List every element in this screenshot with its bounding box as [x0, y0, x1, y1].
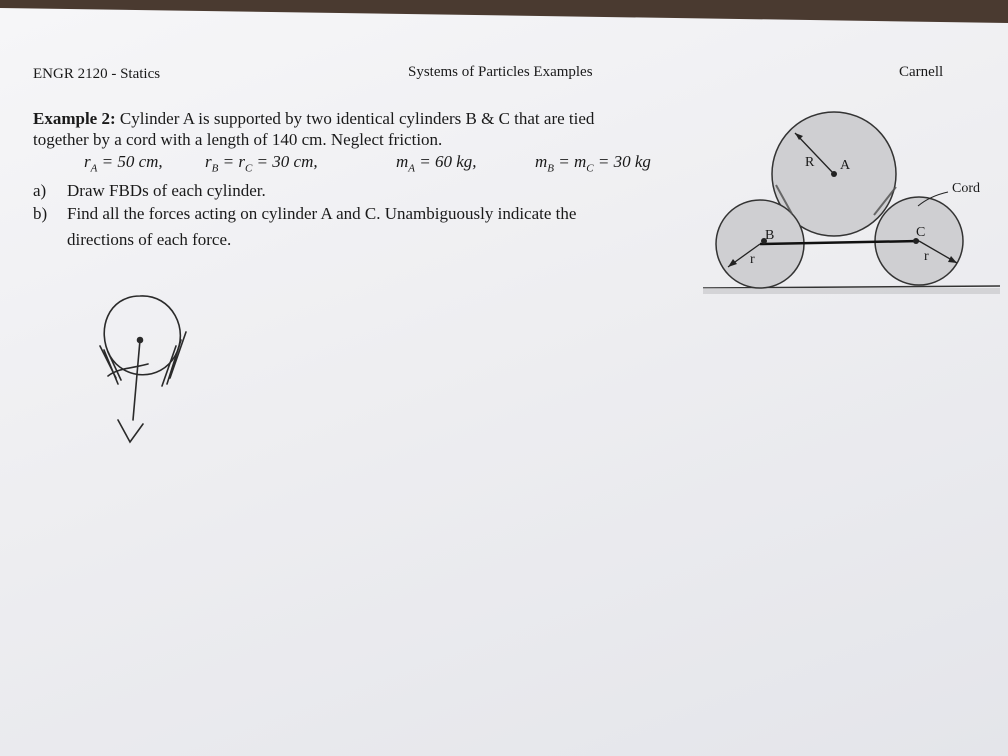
statement-line-1: Cylinder A is supported by two identical cylinders B & C that are tied [119, 109, 595, 128]
ground-surface [703, 286, 1000, 294]
course-title: ENGR 2120 - Statics [33, 66, 161, 82]
part-b-text-line-1: Find all the forces acting on cylinder A and C. Unambiguously indicate the [67, 204, 577, 223]
label-radius-b: r [750, 252, 755, 267]
label-cylinder-c: C [916, 225, 926, 240]
given-rb-rc: $r_B = r_C = 30$ cm, [205, 152, 318, 175]
center-a-dot [831, 171, 837, 177]
given-ra: $r_A = 50$ cm, [84, 152, 163, 175]
label-cylinder-b: B [765, 228, 775, 243]
label-cylinder-a: A [840, 158, 851, 173]
given-ma: $m_A = 60$ kg, [396, 152, 477, 175]
given-mb-mc: $m_B = m_C = 30$ kg [535, 152, 651, 175]
label-radius-a: R [805, 155, 815, 170]
topic-title: Systems of Particles Examples [408, 64, 593, 80]
part-b-label: b) [33, 204, 48, 223]
part-a-text: Draw FBDs of each cylinder. [67, 181, 266, 200]
label-cord: Cord [952, 181, 980, 196]
statement-line-2: together by a cord with a length of 140 cm. Neglect friction. [33, 130, 443, 149]
author-name: Carnell [899, 64, 944, 80]
label-radius-c: r [924, 249, 929, 264]
part-a-label: a) [33, 181, 47, 200]
handwritten-fbd-sketch [100, 296, 186, 442]
part-b-text-line-2: directions of each force. [67, 230, 232, 249]
example-label: Example 2: [33, 109, 116, 128]
